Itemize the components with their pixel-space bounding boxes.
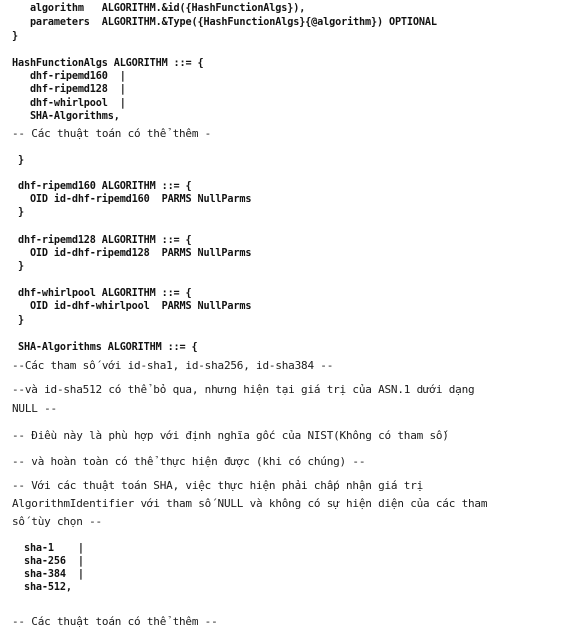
code-line-definition: SHA-Algorithms ALGORITHM ::= { [12, 342, 198, 353]
comment-line: -- Điều này là phù hợp với định nghĩa gốc của NIST(Không có tham số) [12, 429, 449, 442]
comment-line: số tùy chọn -- [12, 515, 102, 528]
code-line-oid: OID id-dhf-ripemd160 PARMS NullParms [12, 194, 252, 205]
comment-line: -- và hoàn toàn có thể thực hiện được (khi có chúng) -- [12, 455, 366, 468]
code-line-item: sha-256 | [12, 556, 84, 567]
comment-line: -- Các thuật toán có thể thêm - [12, 127, 212, 140]
code-line-item: sha-384 | [12, 569, 84, 580]
code-line-close-brace: } [12, 207, 24, 218]
code-line-item: dhf-whirlpool | [12, 98, 126, 109]
comment-line: AlgorithmIdentifier với tham số NULL và không có sự hiện diện của các tham [12, 497, 488, 510]
code-line-close-brace: } [12, 31, 18, 42]
code-line-close-brace: } [12, 315, 24, 326]
code-line-oid: OID id-dhf-ripemd128 PARMS NullParms [12, 248, 252, 259]
comment-line: NULL -- [12, 402, 57, 415]
code-line-hashfunctionalgs: HashFunctionAlgs ALGORITHM ::= { [12, 58, 204, 69]
code-line-parameters: parameters ALGORITHM.&Type({HashFunctionAlgs}{@algorithm}) OPTIONAL [12, 17, 437, 28]
code-line-definition: dhf-ripemd160 ALGORITHM ::= { [12, 181, 192, 192]
code-line-item: dhf-ripemd160 | [12, 71, 126, 82]
code-line-item: sha-1 | [12, 543, 84, 554]
comment-line: -- Với các thuật toán SHA, việc thực hiện phải chấp nhận giá trị [12, 479, 424, 492]
comment-line: --và id-sha512 có thể bỏ qua, nhưng hiện tại giá trị của ASN.1 dưới dạng [12, 383, 475, 396]
code-line-algorithm: algorithm ALGORITHM.&id({HashFunctionAlgs}), [12, 3, 306, 14]
code-line-close-brace: } [12, 261, 24, 272]
code-line-definition: dhf-ripemd128 ALGORITHM ::= { [12, 235, 192, 246]
code-line-item: dhf-ripemd128 | [12, 84, 126, 95]
comment-line: -- Các thuật toán có thể thêm -- [12, 615, 218, 628]
code-line-item: SHA-Algorithms, [12, 111, 120, 122]
code-line-item: sha-512, [12, 582, 72, 593]
code-line-oid: OID id-dhf-whirlpool PARMS NullParms [12, 301, 252, 312]
code-line-close-brace: } [12, 155, 24, 166]
comment-line: --Các tham số với id-sha1, id-sha256, id-sha384 -- [12, 359, 334, 372]
code-line-definition: dhf-whirlpool ALGORITHM ::= { [12, 288, 192, 299]
